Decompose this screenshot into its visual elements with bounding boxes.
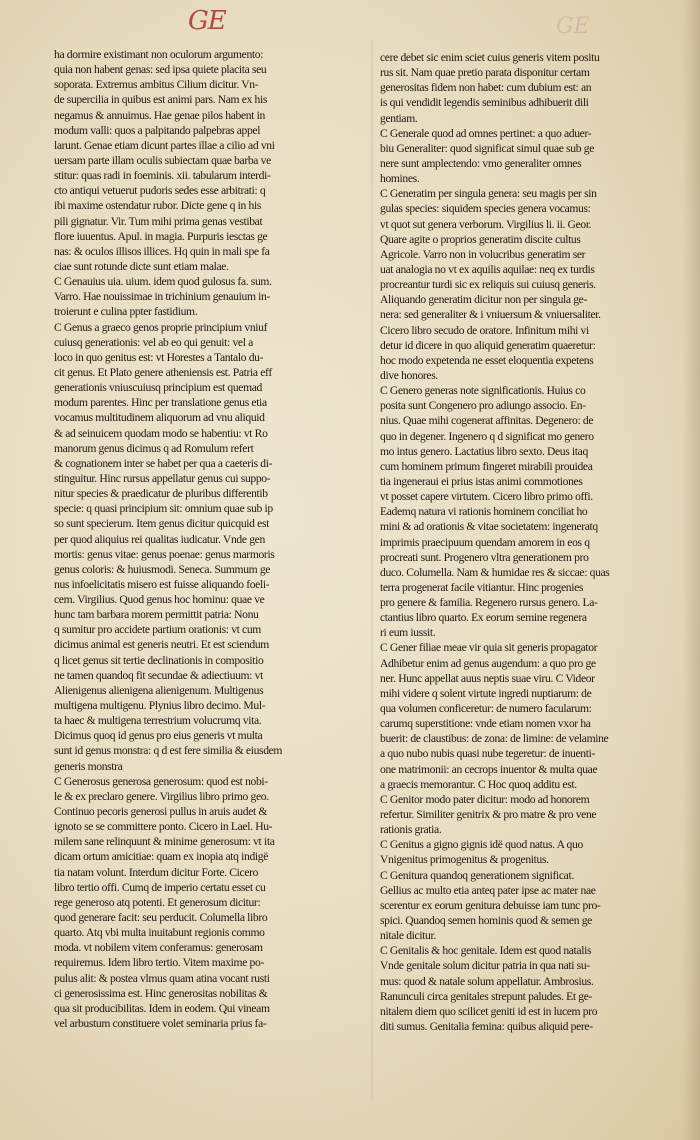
text-line: qua sit producibilitas. Idem in eodem. Qui vineam: [54, 1001, 270, 1015]
text-line: mihi videre q solent virtute ingredi nuptiarum: de: [380, 686, 592, 700]
text-line: generis monstra: [54, 759, 123, 773]
text-line: specie: q quasi principium sit: omnium quae sub ip: [54, 502, 273, 516]
page-edge-shadow: [682, 0, 700, 1140]
text-line: so sunt specierum. Item genus dicitur quicquid est: [54, 517, 269, 531]
text-line: cem. Virgilius. Quod genus hoc hominu: quae ve: [54, 593, 265, 607]
text-line: Dicimus quoq id genus pro eius generis vt multa: [54, 729, 263, 743]
text-line: mus: quod & natale solum appellatur. Ambrosius.: [380, 974, 594, 988]
text-line: quo in degener. Ingenero q d significat mo genero: [380, 429, 594, 443]
text-line: nas: & oculos illisos illices. Hq quin in mali spe fa: [54, 244, 270, 258]
text-line: moda. vt nobilem vitem conferamus: generosam: [54, 941, 263, 955]
text-line: larunt. Genae etiam dicunt partes illae a cilio ad vni: [54, 138, 275, 152]
text-line: ta haec & multigena terrestrium volucrumq vita.: [54, 714, 262, 728]
text-line: C Genero generas note significationis. Huius co: [380, 384, 586, 398]
text-line: quia non habent genas: sed ipsa quiete placita seu: [54, 63, 267, 77]
text-line: carumq superstitione: vnde etiam nomen vxor ha: [380, 717, 591, 731]
text-line: qua volumen conficeretur: de numero facularum:: [380, 702, 592, 716]
text-line: ctantius libro quarto. Ex eorum semine regenera: [380, 611, 587, 625]
text-line: Eademq natura vi rationis hominem conciliat ho: [380, 505, 588, 519]
text-line: mortis: genus vitae: genus poenae: genus marmoris: [54, 547, 275, 561]
text-line: mo intus genero. Lactatius libro sexto. Deus itaq: [380, 444, 588, 458]
text-line: posita sunt Congenero pro adiungo associo. En-: [380, 399, 586, 413]
text-line: C Genitor modo pater dicitur: modo ad honorem: [380, 792, 590, 806]
text-line: Aliquando generatim dicitur non per singula ge-: [380, 293, 587, 307]
text-line: biu Generaliter: quod significat simul quae sub ge: [380, 141, 594, 155]
text-line: procreantur turdi sic ex reliquis sui cuiusq generis.: [380, 278, 596, 292]
text-line: ne tamen quandoq fit secundae & adiectiuum: vt: [54, 668, 263, 682]
text-line: Cicero libro secudo de oratore. Infinitum mihi vi: [380, 323, 589, 337]
text-line: stinguitur. Hinc rursus appellatur genus cui suppo-: [54, 471, 271, 485]
text-line: le & ex preclaro genere. Virgilius libro primo geo.: [54, 789, 269, 803]
text-line: Vnigenitus primogenitus & progenitus.: [380, 853, 549, 867]
text-line: C Generatim per singula genera: seu magis per sin: [380, 187, 597, 201]
text-line: mini & ad orationis & vitae societatem: ingeneratq: [380, 520, 598, 534]
text-line: nius. Quae mihi cogenerat affinitas. Degenero: de: [380, 414, 594, 428]
text-line: milem sane relinquunt & minime generosum: vt ita: [54, 835, 275, 849]
text-line: flore iuuentus. Apul. in magia. Purpuris iesctas ge: [54, 229, 268, 243]
text-line: scerentur ex eorum genitura debuisse iam tunc pro-: [380, 898, 601, 912]
text-line: rege generoso atq potenti. Et generosum dicitur:: [54, 895, 261, 909]
text-line: q sumitur pro accidete partium orationis: vt cum: [54, 623, 261, 637]
text-line: uat analogia no vt ex aquilis aquilae: neq ex turdis: [380, 262, 595, 276]
text-line: ri eum iussit.: [380, 626, 436, 640]
text-line: ciae sunt rotunde dicte sunt etiam malae.: [54, 259, 229, 273]
text-line: spici. Quandoq semen hominis quod & semen ge: [380, 914, 592, 928]
text-line: modum parentes. Hinc per translatione genus etia: [54, 396, 267, 410]
text-line: procreati sunt. Progenero vltra generationem pro: [380, 550, 589, 564]
text-line: refertur. Similiter genitrix & pro matre & pro vene: [380, 808, 597, 822]
text-line: imprimis praecipuum quendam amorem in eos q: [380, 535, 590, 549]
text-line: Continuo pecoris generosi pullus in aruis audet &: [54, 805, 268, 819]
text-line: ibi maxime ostendatur rubor. Dicte gene q in his: [54, 199, 261, 213]
text-line: duco. Columella. Nam & humidae res & siccae: quas: [380, 565, 610, 579]
right-text-column: [380, 50, 680, 1034]
left-text-column: [54, 47, 366, 1031]
text-line: genus coloris: & huiusmodi. Seneca. Summum ge: [54, 562, 271, 576]
folio-number: GE: [188, 6, 226, 36]
text-line: hoc modo expetenda ne esset eloquentia expetens: [380, 353, 594, 367]
text-line: uersam parte illam oculis subiectam quae barba ve: [54, 153, 271, 167]
text-line: cuiusq generationis: vel ab eo qui genuit: vel a: [54, 335, 253, 349]
text-line: Quare agite o proprios generatim discite cultus: [380, 232, 581, 246]
text-line: vt posset capere virtutem. Cicero libro primo offi.: [380, 490, 593, 504]
text-line: libro tertio offi. Cumq de imperio certatu esset cu: [54, 880, 266, 894]
text-line: manorum genus dicimus q ad Romulum refert: [54, 441, 254, 455]
text-line: nitale dicitur.: [380, 929, 436, 943]
text-line: nitur species & praedicatur de pluribus differentib: [54, 487, 268, 501]
text-line: per quod aliquius rei qualitas iudicatur. Vnde gen: [54, 532, 265, 546]
text-line: generositas fidem non habet: cum dubium est: an: [380, 81, 592, 95]
text-line: Alienigenus alienigena alienigenum. Multigenus: [54, 683, 264, 697]
text-line: vt quot sut genera verborum. Virgilius li. ii. Geor.: [380, 217, 592, 231]
text-line: is qui vendidit legendis seminibus adhibuerit dili: [380, 96, 589, 110]
text-line: dicam ortum amicitiae: quam ex inopia atq indigë: [54, 850, 269, 864]
text-line: pulus alit: & postea vlmus quam atina vocant rusti: [54, 971, 270, 985]
text-line: C Gener filiae meae vir quia sit generis propagator: [380, 641, 598, 655]
text-line: a quo nubo nubis quasi nube tegeretur: de inuenti-: [380, 747, 595, 761]
text-line: ha dormire existimant non oculorum argumento:: [54, 48, 264, 61]
text-line: detur id dicere in quo aliquid generatim quaeretur:: [380, 338, 596, 352]
text-line: dicimus animal est generis neutri. Et est sciendum: [54, 638, 269, 652]
text-line: de supercilia in quibus est animi pars. Nam ex his: [54, 93, 268, 107]
text-line: buerit: de claustibus: de zona: de limine: de velamine: [380, 732, 609, 746]
text-line: cum hominem primum fingeret mirabili prouidea: [380, 459, 593, 473]
text-line: a graecis memorantur. C Hoc quoq additu est.: [380, 777, 577, 791]
text-line: C Generale quod ad omnes pertinet: a quo aduer-: [380, 126, 592, 140]
text-line: vocamus multitudinem aliquorum ad vnu aliquid: [54, 411, 265, 425]
text-line: Ranunculi circa genitales strepunt paludes. Et ge-: [380, 989, 593, 1003]
text-line: ci generosissima est. Hinc generositas nobilitas &: [54, 986, 268, 1000]
text-line: dive honores.: [380, 368, 438, 382]
text-line: rationis gratia.: [380, 823, 442, 837]
text-line: C Genitura quandoq generationem significat.: [380, 868, 574, 882]
text-line: rus sit. Nam quae pretio parata disponitur certam: [380, 66, 590, 80]
text-line: generationis vniuscuiusq principium est quemad: [54, 381, 263, 395]
text-line: cit genus. Et Plato genere atheniensis est. Patria eff: [54, 365, 272, 379]
text-line: requiremus. Idem libro tertio. Vitem maxime po-: [54, 956, 264, 970]
text-line: Agricole. Varro non in volucribus generatim ser: [380, 247, 586, 261]
text-line: & ad seinuicem quodam modo se habentiu: vt Ro: [54, 426, 268, 440]
text-line: C Generosus generosa generosum: quod est nobi-: [54, 774, 268, 788]
text-line: Varro. Hae nouissimae in trichinium genauium in-: [54, 290, 270, 304]
text-line: C Genitus a gigno gignis idë quod natus. A quo: [380, 838, 583, 852]
text-line: quod generare facit: seu perducit. Columella libro: [54, 911, 268, 925]
text-line: Gellius ac multo etia anteq pater ipse ac mater nae: [380, 883, 596, 897]
folio-number-bleedthrough: GE: [556, 14, 590, 39]
text-line: & cognationem inter se habet per qua a caeteris di-: [54, 456, 273, 470]
text-line: ner. Hunc appellat auus neptis suae viru. C Videor: [380, 671, 595, 685]
text-line: nere sunt amplectendo: vmo generaliter omnes: [380, 156, 582, 170]
text-line: quarto. Atq vbi multa inuitabunt regionis commo: [54, 926, 265, 940]
text-line: tia ingeneraui ei prius istas animi commotiones: [380, 474, 583, 488]
text-line: q licet genus sit tertie declinationis in compositio: [54, 653, 264, 667]
text-line: pro genere & familia. Regenero rursus genero. La-: [380, 596, 598, 610]
column-gutter: [370, 40, 374, 1100]
text-line: C Genauius uia. uium. idem quod gulosus fa. sum.: [54, 275, 272, 289]
text-line: nus infoelicitatis misero est fuisse aliquando foeli-: [54, 577, 270, 591]
text-line: nera: sed generaliter & i vniuersum & vniuersaliter.: [380, 308, 601, 322]
text-line: gentiam.: [380, 111, 418, 125]
text-line: Adhibetur enim ad genus augendum: a quo pro ge: [380, 656, 596, 670]
text-line: vel arbustum constituere volet seminaria prius fa-: [54, 1017, 267, 1030]
text-line: gulas species: siquidem species genera vocamus:: [380, 202, 591, 216]
text-line: soporata. Extremus ambitus Cilium dicitur. Vn-: [54, 78, 259, 92]
text-line: C Genus a graeco genos proprie principium vniuf: [54, 320, 268, 334]
text-line: loco in quo genitus est: vt Horestes a Tantalo du-: [54, 350, 264, 364]
text-line: C Genitalis & hoc genitale. Idem est quod natalis: [380, 944, 592, 958]
text-line: diti sumus. Genitalia femina: quibus aliquid pere-: [380, 1020, 593, 1033]
text-line: tia natam volunt. Interdum dicitur Forte. Cicero: [54, 865, 259, 879]
text-line: Vnde genitale solum dicitur patria in qua nati su-: [380, 959, 590, 973]
text-line: nitalem diem quo scilicet geniti id est in lucem pro: [380, 1004, 598, 1018]
text-line: multigena multigenu. Plynius libro decimo. Mul-: [54, 699, 266, 713]
text-line: cto antiqui vetuerut pudoris sedes esse arbitrati: q: [54, 184, 266, 198]
text-line: terra progenerat facile vitiantur. Hinc progenies: [380, 580, 584, 594]
text-line: cere debet sic enim sciet cuius generis vitem positu: [380, 51, 600, 64]
text-line: negamus & annuimus. Hae genae pilos habent in: [54, 108, 265, 122]
text-line: sunt id genus monstra: q d est fere similia & eiusdem: [54, 744, 283, 758]
text-line: ignoto se se committere ponto. Cicero in Lael. Hu-: [54, 820, 273, 834]
text-line: stitur: quas radi in foeminis. xii. tabularum interdi-: [54, 169, 271, 183]
text-line: troierunt e culina ppter fastidium.: [54, 305, 198, 319]
text-line: one matrimonii: an cecrops inuentor & multa quae: [380, 762, 598, 776]
text-line: modum valli: quos a palpitando palpebras appel: [54, 123, 261, 137]
text-line: homines.: [380, 172, 420, 186]
text-line: hunc tam barbara morem permittit patria: Nonu: [54, 608, 259, 622]
text-line: pili gignatur. Vir. Tum mihi prima genas vestibat: [54, 214, 263, 228]
